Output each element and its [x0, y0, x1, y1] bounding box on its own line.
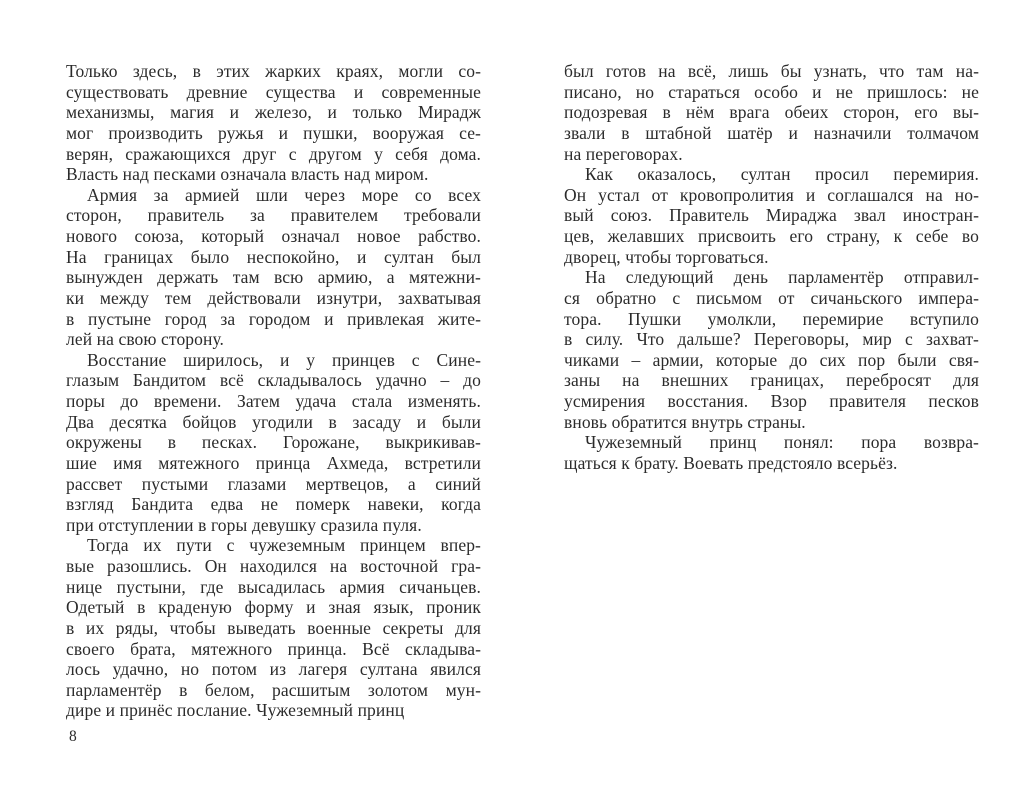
text-line: в пустыне город за городом и привлекая жите- — [66, 308, 481, 329]
text-column-left — [66, 61, 481, 721]
text-line: Два десятка бойцов угодили в засаду и были — [66, 411, 481, 432]
paragraph — [564, 267, 979, 432]
text-line: в силу. Что дальше? Переговоры, мир с захват- — [564, 329, 979, 350]
paragraph — [564, 164, 979, 267]
text-line: На следующий день парламентёр отправил- — [585, 267, 979, 288]
text-line: звали в штабной шатёр и назначили толмачом — [564, 122, 979, 143]
text-line: усмирения восстания. Взор правителя песков — [564, 391, 979, 411]
text-line: нице пустыни, где высадилась армия сичаньцев. — [66, 576, 481, 597]
text-line: писано, но стараться особо и не пришлось: не — [564, 81, 979, 102]
paragraph — [564, 432, 979, 473]
text-line: Армия за армией шли через море со всех — [87, 184, 481, 205]
text-line: мог производить ружья и пушки, вооружая се- — [66, 122, 481, 143]
text-line: Только здесь, в этих жарких краях, могли со- — [66, 61, 481, 81]
text-line: рассвет пустыми глазами мертвецов, а синий — [66, 473, 481, 494]
text-line: верян, сражающихся друг с другом у себя дома. — [66, 143, 481, 164]
paragraph — [66, 61, 481, 185]
text-line: лось удачно, но потом из лагеря султана явился — [66, 659, 481, 680]
text-line: дире и принёс послание. Чужеземный принц — [66, 700, 405, 721]
text-line: вынужден держать там всю армию, а мятежни- — [66, 267, 481, 288]
text-line: нового союза, который означал новое рабство. — [66, 226, 481, 246]
text-line: щаться к брату. Воевать предстояло всерьёз. — [564, 452, 898, 473]
text-line: Как оказалось, султан просил перемирия. — [585, 164, 979, 185]
text-line: взгляд Бандита едва не померк навеки, когда — [66, 494, 481, 515]
text-line: сторон, правитель за правителем требовали — [66, 205, 481, 226]
text-line: подозревая в нём врага обеих сторон, его вы- — [564, 102, 979, 123]
page-number: 8 — [69, 728, 77, 745]
text-line: вые разошлись. Он находился на восточной гра- — [66, 556, 481, 576]
text-line: заны на внешних границах, перебросят для — [564, 370, 979, 391]
text-line: Тогда их пути с чужеземным принцем впер- — [87, 535, 481, 556]
text-line: в их ряды, чтобы выведать военные секреты для — [66, 617, 481, 638]
text-line: ся обратно с письмом от сичаньского импера- — [564, 287, 979, 308]
text-line: Он устал от кровопролития и соглашался на но- — [564, 184, 979, 205]
text-line: был готов на всё, лишь бы узнать, что там на- — [564, 61, 979, 81]
text-line: ки между тем действовали изнутри, захватывая — [66, 287, 481, 308]
text-line: вый союз. Правитель Мираджа звал иностран- — [564, 205, 979, 226]
text-line: механизмы, магия и железо, и только Мирадж — [66, 102, 481, 123]
paragraph — [66, 535, 481, 721]
text-line: окружены в песках. Горожане, выкрикивав- — [66, 432, 481, 453]
text-line: вновь обратится внутрь страны. — [564, 411, 806, 432]
text-line: Одетый в краденую форму и зная язык, проник — [66, 597, 481, 618]
paragraph — [564, 61, 979, 164]
text-line: тора. Пушки умолкли, перемирие вступило — [564, 308, 979, 329]
text-line: поры до времени. Затем удача стала изменять. — [66, 391, 481, 411]
text-line: цев, желавших присвоить его страну, к себе во — [564, 226, 979, 246]
text-line: существовать древние существа и современные — [66, 81, 481, 102]
paragraph — [66, 185, 481, 350]
text-line: Восстание ширилось, и у принцев с Сине- — [87, 349, 481, 370]
text-line: дворец, чтобы торговаться. — [564, 246, 769, 267]
text-line: на переговорах. — [564, 143, 683, 164]
text-line: чиками – армии, которые до сих пор были свя- — [564, 349, 979, 370]
text-line: при отступлении в горы девушку сразила пуля. — [66, 514, 422, 535]
text-line: На границах было неспокойно, и султан был — [66, 246, 481, 267]
text-column-right — [564, 61, 979, 474]
text-line: Чужеземный принц понял: пора возвра- — [585, 432, 979, 453]
text-line: лей на свою сторону. — [66, 329, 225, 350]
text-line: шие имя мятежного принца Ахмеда, встретили — [66, 452, 481, 473]
text-line: парламентёр в белом, расшитым золотом мун- — [66, 679, 481, 700]
text-line: Власть над песками означала власть над миром. — [66, 164, 429, 185]
text-line: глазым Бандитом всё складывалось удачно – до — [66, 370, 481, 391]
text-line: своего брата, мятежного принца. Всё складыва- — [66, 638, 481, 659]
paragraph — [66, 350, 481, 536]
